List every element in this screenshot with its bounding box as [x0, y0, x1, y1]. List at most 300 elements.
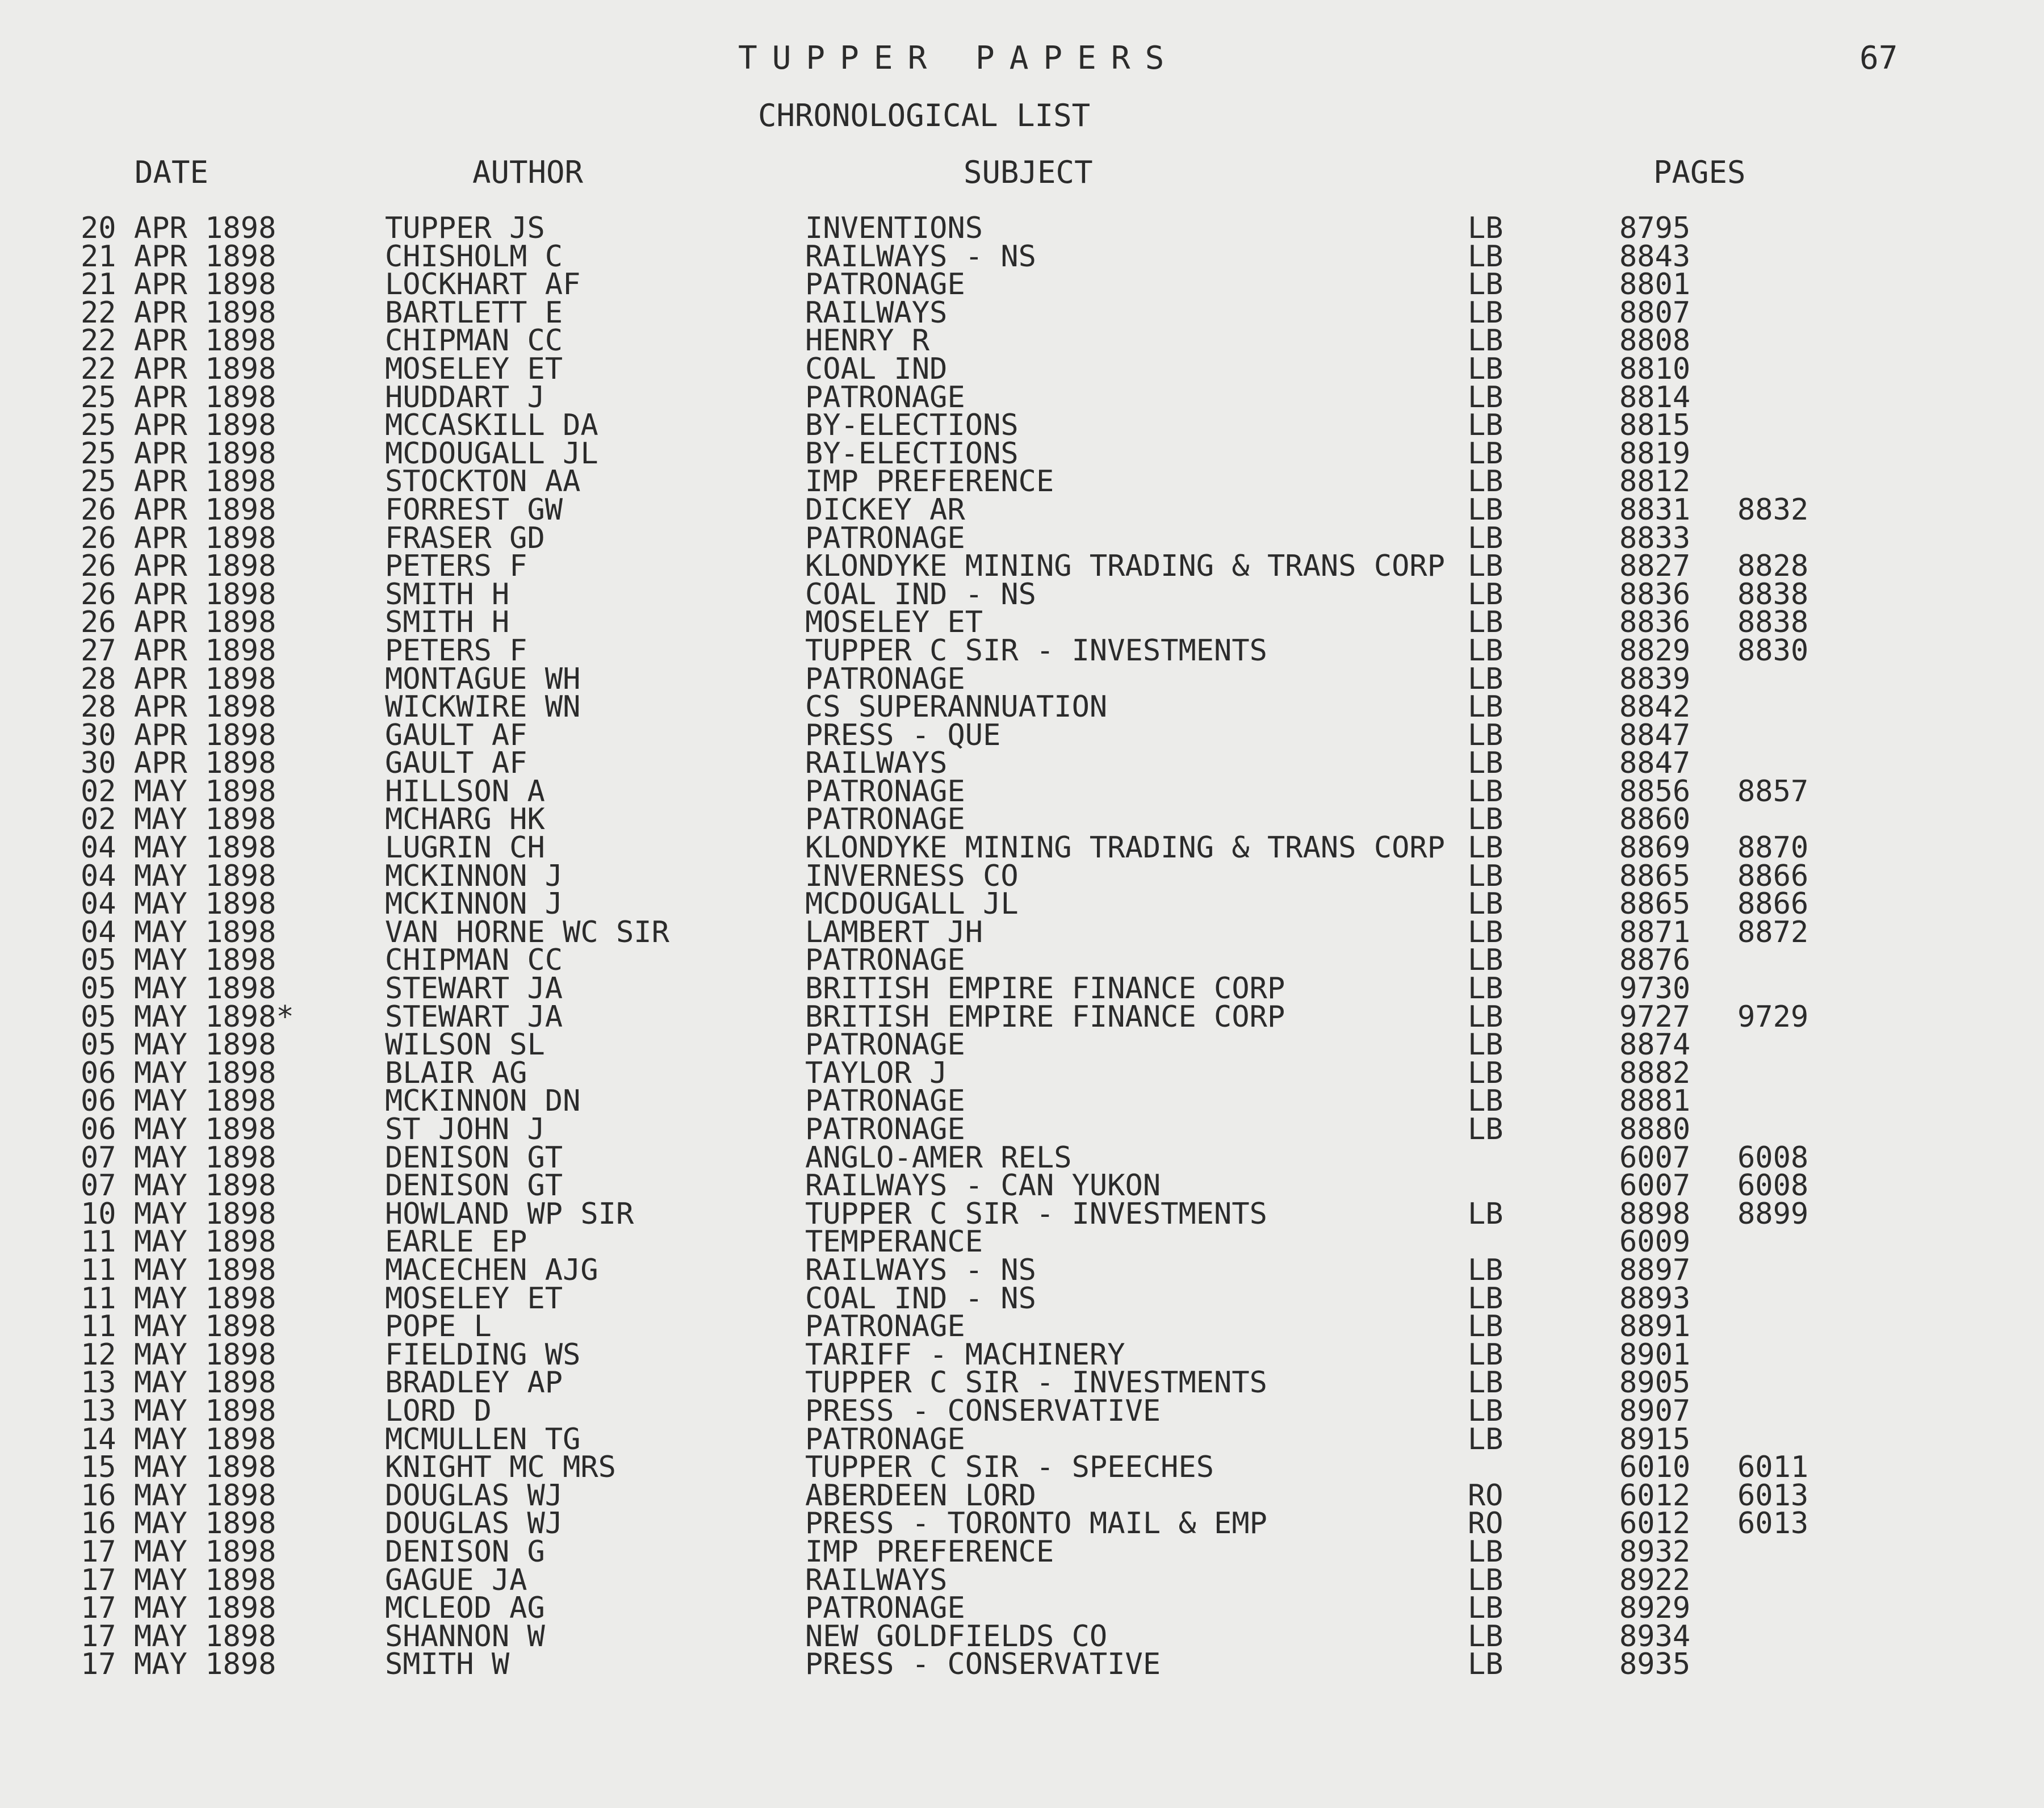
entry-page-start: 8860	[1619, 802, 1691, 837]
table-row	[0, 324, 2044, 358]
table-row	[0, 746, 2044, 781]
table-row	[0, 1309, 2044, 1344]
entry-subject: BY-ELECTIONS	[805, 408, 1019, 443]
table-row	[0, 1084, 2044, 1119]
entry-author: CHIPMAN CC	[385, 943, 563, 978]
entry-code: LB	[1468, 859, 1503, 893]
entry-author: DENISON GT	[385, 1140, 563, 1175]
entry-code: LB	[1468, 999, 1503, 1034]
entry-page-start: 8897	[1619, 1253, 1691, 1287]
entry-code: LB	[1468, 1619, 1503, 1654]
entry-date: 25 APR 1898	[81, 464, 277, 499]
entry-subject: DICKEY AR	[805, 492, 965, 527]
entry-page-end: 8866	[1737, 859, 1809, 893]
entry-code: LB	[1468, 887, 1503, 922]
entry-author: MCKINNON J	[385, 859, 563, 893]
entry-code: LB	[1468, 633, 1503, 668]
entry-author: STEWART JA	[385, 972, 563, 1006]
entry-author: DENISON G	[385, 1534, 545, 1569]
entry-author: LOCKHART AF	[385, 267, 581, 302]
entry-author: MCHARG HK	[385, 802, 545, 837]
entry-page-start: 8901	[1619, 1337, 1691, 1372]
entry-subject: RAILWAYS - NS	[805, 239, 1036, 274]
table-row	[0, 1450, 2044, 1485]
entry-author: BRADLEY AP	[385, 1366, 563, 1400]
entry-date: 21 APR 1898	[81, 239, 277, 274]
entry-page-start: 8836	[1619, 577, 1691, 612]
entry-code: LB	[1468, 802, 1503, 837]
table-row	[0, 295, 2044, 330]
table-row	[0, 831, 2044, 865]
entry-subject: HENRY R	[805, 324, 930, 358]
entry-subject: TEMPERANCE	[805, 1225, 983, 1259]
table-row	[0, 1591, 2044, 1626]
column-header-subject: SUBJECT	[964, 154, 1093, 190]
entry-subject: TUPPER C SIR - INVESTMENTS	[805, 633, 1267, 668]
entry-page-start: 8922	[1619, 1563, 1691, 1597]
entry-date: 11 MAY 1898	[81, 1225, 277, 1259]
table-row	[0, 887, 2044, 922]
entry-date: 25 APR 1898	[81, 408, 277, 443]
table-row	[0, 633, 2044, 668]
entry-author: MACECHEN AJG	[385, 1253, 598, 1287]
entry-page-start: 8812	[1619, 464, 1691, 499]
entry-page-start: 6009	[1619, 1225, 1691, 1259]
entry-date: 10 MAY 1898	[81, 1196, 277, 1231]
table-row	[0, 1647, 2044, 1682]
entry-subject: RAILWAYS - CAN YUKON	[805, 1169, 1161, 1203]
entry-page-start: 8810	[1619, 351, 1691, 386]
entry-code: LB	[1468, 690, 1503, 725]
entry-code: LB	[1468, 295, 1503, 330]
entry-subject: PATRONAGE	[805, 521, 965, 555]
entry-date: 20 APR 1898	[81, 211, 277, 245]
entry-page-start: 8869	[1619, 831, 1691, 865]
entry-author: MCLEOD AG	[385, 1591, 545, 1626]
table-row	[0, 662, 2044, 696]
entry-date: 12 MAY 1898	[81, 1337, 277, 1372]
page-number: 67	[1859, 40, 1898, 77]
table-row	[0, 492, 2044, 527]
entry-page-end: 6008	[1737, 1140, 1809, 1175]
entry-page-start: 9727	[1619, 999, 1691, 1034]
entry-code: LB	[1468, 464, 1503, 499]
entry-code: LB	[1468, 577, 1503, 612]
entry-page-start: 8905	[1619, 1366, 1691, 1400]
entry-subject: MOSELEY ET	[805, 605, 983, 640]
entry-date: 30 APR 1898	[81, 718, 277, 752]
entry-page-start: 8847	[1619, 746, 1691, 781]
entry-subject: PATRONAGE	[805, 1084, 965, 1119]
entry-page-end: 6011	[1737, 1450, 1809, 1485]
entry-author: GAULT AF	[385, 718, 527, 752]
entry-page-start: 8865	[1619, 887, 1691, 922]
entry-date: 07 MAY 1898	[81, 1169, 277, 1203]
entry-code: LB	[1468, 605, 1503, 640]
entry-subject: IMP PREFERENCE	[805, 1534, 1054, 1569]
entry-subject: ANGLO-AMER RELS	[805, 1140, 1072, 1175]
table-row	[0, 1169, 2044, 1203]
table-row	[0, 577, 2044, 612]
entry-code: LB	[1468, 1056, 1503, 1090]
entry-page-start: 8907	[1619, 1393, 1691, 1428]
entry-page-start: 8842	[1619, 690, 1691, 725]
entry-subject: KLONDYKE MINING TRADING & TRANS CORP	[805, 549, 1446, 584]
entry-date: 04 MAY 1898	[81, 859, 277, 893]
table-row	[0, 972, 2044, 1006]
entry-author: LUGRIN CH	[385, 831, 545, 865]
entry-page-end: 8838	[1737, 605, 1809, 640]
entry-code: LB	[1468, 831, 1503, 865]
table-row	[0, 1534, 2044, 1569]
entry-page-start: 8891	[1619, 1309, 1691, 1344]
table-row	[0, 1112, 2044, 1146]
entry-page-end: 6008	[1737, 1169, 1809, 1203]
entry-page-start: 8915	[1619, 1422, 1691, 1457]
entry-author: FIELDING WS	[385, 1337, 581, 1372]
entry-page-start: 8882	[1619, 1056, 1691, 1090]
table-row	[0, 549, 2044, 584]
entry-subject: RAILWAYS	[805, 746, 948, 781]
entry-code: LB	[1468, 1647, 1503, 1682]
entry-page-start: 8934	[1619, 1619, 1691, 1654]
entry-date: 27 APR 1898	[81, 633, 277, 668]
entry-page-end: 8870	[1737, 831, 1809, 865]
entry-subject: PATRONAGE	[805, 1309, 965, 1344]
entry-code: LB	[1468, 324, 1503, 358]
table-row	[0, 1563, 2044, 1597]
table-row	[0, 999, 2044, 1034]
entry-author: FORREST GW	[385, 492, 563, 527]
entry-code: LB	[1468, 1281, 1503, 1316]
entry-page-end: 8830	[1737, 633, 1809, 668]
entry-code: LB	[1468, 408, 1503, 443]
entry-code: LB	[1468, 492, 1503, 527]
column-header-author: AUTHOR	[472, 154, 584, 190]
entry-page-start: 8831	[1619, 492, 1691, 527]
table-row	[0, 1393, 2044, 1428]
table-row	[0, 1366, 2044, 1400]
table-row	[0, 1478, 2044, 1513]
table-row	[0, 690, 2044, 725]
entry-date: 06 MAY 1898	[81, 1056, 277, 1090]
entry-author: WICKWIRE WN	[385, 690, 581, 725]
entry-subject: RAILWAYS	[805, 295, 948, 330]
entry-page-start: 8856	[1619, 774, 1691, 809]
entry-date: 16 MAY 1898	[81, 1506, 277, 1541]
table-row	[0, 802, 2044, 837]
entry-date: 21 APR 1898	[81, 267, 277, 302]
entry-subject: CS SUPERANNUATION	[805, 690, 1108, 725]
entry-page-start: 8871	[1619, 915, 1691, 949]
entry-date: 04 MAY 1898	[81, 831, 277, 865]
table-row	[0, 1281, 2044, 1316]
entry-date: 15 MAY 1898	[81, 1450, 277, 1485]
entry-subject: NEW GOLDFIELDS CO	[805, 1619, 1108, 1654]
entry-page-end: 8838	[1737, 577, 1809, 612]
entry-date: 04 MAY 1898	[81, 887, 277, 922]
entry-subject: COAL IND - NS	[805, 1281, 1036, 1316]
table-row	[0, 1337, 2044, 1372]
entry-author: HILLSON A	[385, 774, 545, 809]
entry-date: 11 MAY 1898	[81, 1253, 277, 1287]
entry-date: 17 MAY 1898	[81, 1563, 277, 1597]
entry-code: LB	[1468, 267, 1503, 302]
table-row	[0, 380, 2044, 415]
entry-subject: ABERDEEN LORD	[805, 1478, 1036, 1513]
entry-page-start: 8833	[1619, 521, 1691, 555]
entry-author: EARLE EP	[385, 1225, 527, 1259]
table-row	[0, 267, 2044, 302]
entry-page-start: 8815	[1619, 408, 1691, 443]
entry-author: DENISON GT	[385, 1169, 563, 1203]
entry-author: MCKINNON J	[385, 887, 563, 922]
entry-date: 17 MAY 1898	[81, 1534, 277, 1569]
entry-code: RO	[1468, 1506, 1503, 1541]
table-row	[0, 1225, 2044, 1259]
entry-subject: BRITISH EMPIRE FINANCE CORP	[805, 999, 1285, 1034]
entry-page-end: 8866	[1737, 887, 1809, 922]
entry-author: SMITH W	[385, 1647, 510, 1682]
entry-date: 22 APR 1898	[81, 351, 277, 386]
entry-code: LB	[1468, 1393, 1503, 1428]
entry-subject: PRESS - CONSERVATIVE	[805, 1647, 1161, 1682]
table-row	[0, 915, 2044, 949]
entry-page-start: 6007	[1619, 1169, 1691, 1203]
entry-author: ST JOHN J	[385, 1112, 545, 1146]
entry-code: LB	[1468, 774, 1503, 809]
entry-page-end: 8857	[1737, 774, 1809, 809]
entry-date: 04 MAY 1898	[81, 915, 277, 949]
entry-author: HUDDART J	[385, 380, 545, 415]
entry-date: 28 APR 1898	[81, 662, 277, 696]
table-row	[0, 351, 2044, 386]
entry-page-start: 8839	[1619, 662, 1691, 696]
entry-page-end: 8872	[1737, 915, 1809, 949]
table-row	[0, 1056, 2044, 1090]
entry-page-end: 9729	[1737, 999, 1809, 1034]
entry-page-end: 8828	[1737, 549, 1809, 584]
entry-author: STEWART JA	[385, 999, 563, 1034]
table-row	[0, 1619, 2044, 1654]
entry-page-start: 8829	[1619, 633, 1691, 668]
table-row	[0, 774, 2044, 809]
entry-code: LB	[1468, 1309, 1503, 1344]
entry-code: LB	[1468, 1366, 1503, 1400]
entry-date: 05 MAY 1898	[81, 943, 277, 978]
entry-date: 11 MAY 1898	[81, 1281, 277, 1316]
table-row	[0, 1422, 2044, 1457]
document-subtitle: CHRONOLOGICAL LIST	[758, 98, 1091, 133]
entry-author: STOCKTON AA	[385, 464, 581, 499]
entry-author: MCMULLEN TG	[385, 1422, 581, 1457]
entry-subject: TUPPER C SIR - INVESTMENTS	[805, 1196, 1267, 1231]
table-row	[0, 436, 2044, 471]
entry-code: LB	[1468, 351, 1503, 386]
entry-subject: PATRONAGE	[805, 1112, 965, 1146]
entry-author: MONTAGUE WH	[385, 662, 581, 696]
entry-page-start: 6012	[1619, 1478, 1691, 1513]
entry-subject: PATRONAGE	[805, 1028, 965, 1062]
entry-date: 13 MAY 1898	[81, 1393, 277, 1428]
entry-date: 26 APR 1898	[81, 577, 277, 612]
entry-subject: PATRONAGE	[805, 774, 965, 809]
entry-subject: PATRONAGE	[805, 943, 965, 978]
entry-page-end: 6013	[1737, 1506, 1809, 1541]
entry-author: GAGUE JA	[385, 1563, 527, 1597]
entry-code: LB	[1468, 915, 1503, 949]
table-row	[0, 718, 2044, 752]
entry-author: GAULT AF	[385, 746, 527, 781]
entry-page-start: 8893	[1619, 1281, 1691, 1316]
entry-code: LB	[1468, 1534, 1503, 1569]
entry-page-start: 8843	[1619, 239, 1691, 274]
entry-subject: BRITISH EMPIRE FINANCE CORP	[805, 972, 1285, 1006]
entry-code: LB	[1468, 718, 1503, 752]
entry-subject: INVENTIONS	[805, 211, 983, 245]
entry-date: 05 MAY 1898	[81, 972, 277, 1006]
entry-date: 25 APR 1898	[81, 380, 277, 415]
entry-page-start: 8827	[1619, 549, 1691, 584]
entry-code: LB	[1468, 521, 1503, 555]
table-row	[0, 1506, 2044, 1541]
entry-code: LB	[1468, 746, 1503, 781]
entry-subject: COAL IND	[805, 351, 948, 386]
entry-author: SHANNON W	[385, 1619, 545, 1654]
table-row	[0, 521, 2044, 555]
entry-code: LB	[1468, 1253, 1503, 1287]
entry-code: LB	[1468, 436, 1503, 471]
entry-code: LB	[1468, 1196, 1503, 1231]
entry-subject: PATRONAGE	[805, 662, 965, 696]
entry-page-start: 8801	[1619, 267, 1691, 302]
entry-list	[0, 211, 2044, 1682]
entry-date: 17 MAY 1898	[81, 1619, 277, 1654]
entry-page-end: 8832	[1737, 492, 1809, 527]
entry-date: 05 MAY 1898	[81, 1028, 277, 1062]
entry-code: LB	[1468, 1591, 1503, 1626]
entry-date: 26 APR 1898	[81, 521, 277, 555]
table-row	[0, 1028, 2044, 1062]
entry-page-end: 6013	[1737, 1478, 1809, 1513]
entry-page-start: 8932	[1619, 1534, 1691, 1569]
entry-author: DOUGLAS WJ	[385, 1478, 563, 1513]
entry-code: LB	[1468, 1563, 1503, 1597]
entry-author: CHISHOLM C	[385, 239, 563, 274]
table-row	[0, 1253, 2044, 1287]
column-header-date: DATE	[135, 154, 209, 190]
entry-subject: INVERNESS CO	[805, 859, 1019, 893]
entry-author: BLAIR AG	[385, 1056, 527, 1090]
entry-date: 02 MAY 1898	[81, 774, 277, 809]
entry-author: MOSELEY ET	[385, 1281, 563, 1316]
entry-code: LB	[1468, 1028, 1503, 1062]
entry-subject: MCDOUGALL JL	[805, 887, 1019, 922]
entry-subject: TARIFF - MACHINERY	[805, 1337, 1125, 1372]
entry-date: 28 APR 1898	[81, 690, 277, 725]
entry-subject: RAILWAYS - NS	[805, 1253, 1036, 1287]
entry-page-start: 6007	[1619, 1140, 1691, 1175]
entry-subject: LAMBERT JH	[805, 915, 983, 949]
table-row	[0, 408, 2044, 443]
table-row	[0, 943, 2044, 978]
entry-author: HOWLAND WP SIR	[385, 1196, 634, 1231]
entry-subject: PATRONAGE	[805, 802, 965, 837]
entry-author: MOSELEY ET	[385, 351, 563, 386]
entry-subject: BY-ELECTIONS	[805, 436, 1019, 471]
entry-page-start: 8929	[1619, 1591, 1691, 1626]
entry-author: KNIGHT MC MRS	[385, 1450, 616, 1485]
entry-subject: PATRONAGE	[805, 267, 965, 302]
entry-date: 05 MAY 1898*	[81, 999, 294, 1034]
entry-page-start: 8795	[1619, 211, 1691, 245]
entry-date: 07 MAY 1898	[81, 1140, 277, 1175]
entry-subject: TUPPER C SIR - INVESTMENTS	[805, 1366, 1267, 1400]
entry-subject: PATRONAGE	[805, 1591, 965, 1626]
entry-code: LB	[1468, 943, 1503, 978]
entry-date: 14 MAY 1898	[81, 1422, 277, 1457]
entry-page-start: 8874	[1619, 1028, 1691, 1062]
entry-code: LB	[1468, 380, 1503, 415]
entry-page-start: 6010	[1619, 1450, 1691, 1485]
entry-date: 26 APR 1898	[81, 549, 277, 584]
entry-page-start: 8836	[1619, 605, 1691, 640]
entry-date: 06 MAY 1898	[81, 1084, 277, 1119]
entry-date: 17 MAY 1898	[81, 1591, 277, 1626]
entry-author: BARTLETT E	[385, 295, 563, 330]
entry-date: 13 MAY 1898	[81, 1366, 277, 1400]
entry-author: DOUGLAS WJ	[385, 1506, 563, 1541]
entry-page-start: 8880	[1619, 1112, 1691, 1146]
entry-date: 26 APR 1898	[81, 492, 277, 527]
entry-subject: PATRONAGE	[805, 380, 965, 415]
entry-subject: TAYLOR J	[805, 1056, 948, 1090]
entry-date: 30 APR 1898	[81, 746, 277, 781]
entry-subject: TUPPER C SIR - SPEECHES	[805, 1450, 1214, 1485]
entry-author: SMITH H	[385, 577, 510, 612]
entry-code: LB	[1468, 1112, 1503, 1146]
table-row	[0, 464, 2044, 499]
entry-date: 16 MAY 1898	[81, 1478, 277, 1513]
entry-subject: PRESS - QUE	[805, 718, 1001, 752]
entry-author: WILSON SL	[385, 1028, 545, 1062]
entry-page-start: 8819	[1619, 436, 1691, 471]
entry-date: 02 MAY 1898	[81, 802, 277, 837]
entry-date: 06 MAY 1898	[81, 1112, 277, 1146]
entry-author: FRASER GD	[385, 521, 545, 555]
entry-date: 26 APR 1898	[81, 605, 277, 640]
entry-date: 22 APR 1898	[81, 324, 277, 358]
entry-author: PETERS F	[385, 549, 527, 584]
entry-subject: PATRONAGE	[805, 1422, 965, 1457]
entry-page-start: 8865	[1619, 859, 1691, 893]
table-row	[0, 211, 2044, 245]
entry-page-start: 9730	[1619, 972, 1691, 1006]
entry-page-start: 8935	[1619, 1647, 1691, 1682]
entry-subject: PRESS - CONSERVATIVE	[805, 1393, 1161, 1428]
entry-page-start: 8876	[1619, 943, 1691, 978]
table-row	[0, 1140, 2044, 1175]
entry-code: LB	[1468, 662, 1503, 696]
entry-code: LB	[1468, 211, 1503, 245]
entry-code: LB	[1468, 549, 1503, 584]
entry-author: CHIPMAN CC	[385, 324, 563, 358]
entry-page-start: 8808	[1619, 324, 1691, 358]
entry-page-start: 8847	[1619, 718, 1691, 752]
entry-author: MCCASKILL DA	[385, 408, 598, 443]
entry-subject: IMP PREFERENCE	[805, 464, 1054, 499]
entry-page-start: 8807	[1619, 295, 1691, 330]
